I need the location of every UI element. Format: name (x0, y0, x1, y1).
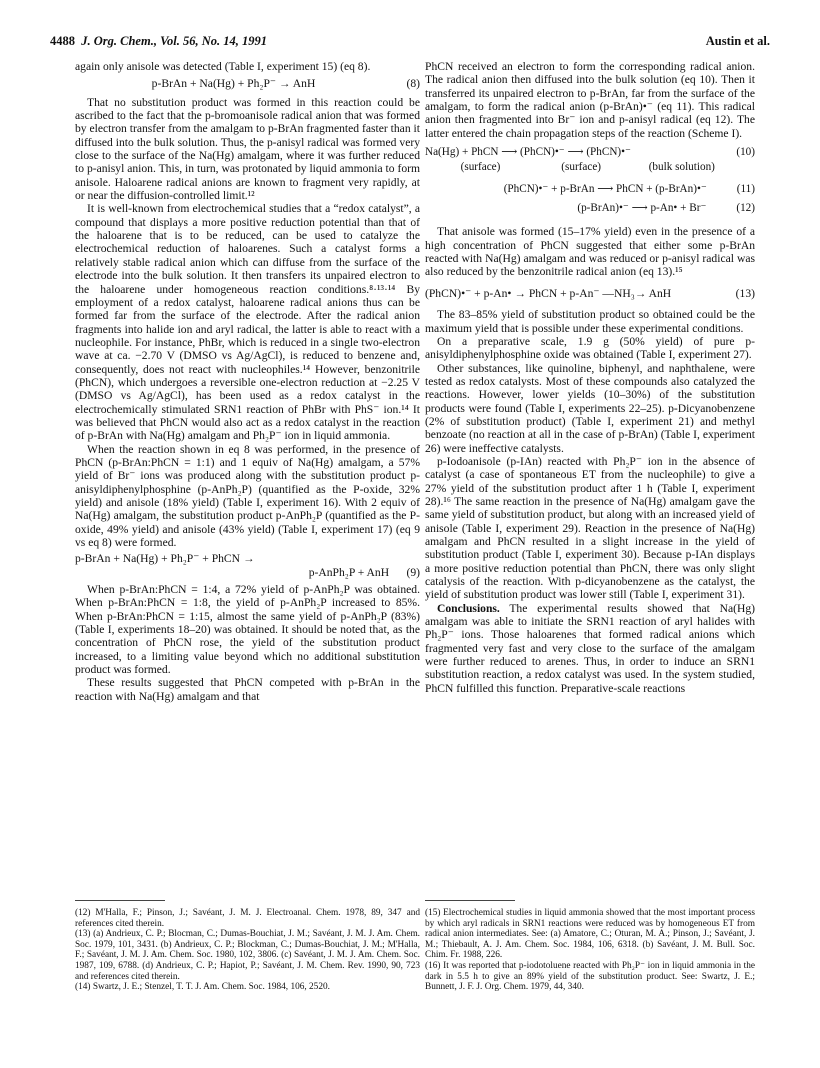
paragraph-text: The experimental results showed that Na(Hg) amalgam was able to initiate the SRN1 reaction of aryl halides with Ph₂P⁻ ions. Those haloarenes that formed radical anions which fragmented very fast and very close to the surface of the amalgam were further reduced to arenes. Thus, in order to induce an SRN1 substitution reaction, a redox catalyst was used. In the system studied, PhCN fulfilled this function. Preparative-scale reactions (425, 601, 755, 695)
label-surface: (surface) (460, 161, 501, 174)
footnotes-right (425, 908, 755, 993)
equation-text: p-BrAn + Na(Hg) + Ph₂P⁻ → AnH (151, 77, 316, 91)
equation-text: (PhCN)•⁻ + p-An• → PhCN + p-An⁻ —NH₃→ AnH (425, 286, 672, 300)
header-authors: Austin et al. (705, 34, 770, 48)
equation-8 (75, 77, 420, 90)
paragraph: p-Iodoanisole (p-IAn) reacted with Ph₂P⁻ ion in the absence of catalyst (a case of spontaneous ET from the nucleophile) to give a 27% yield of the substitution product after 1 h (Table I, experiment 28).¹⁶ The same reaction in the presence of Na(Hg) amalgam gave the same yield of substitution product, but along with an increased yield of anisole (Table I, experiment 29). Reaction in the presence of Na(Hg) amalgam and PhCN resulted in a slight increase in the yield of substitution product (Table I, experiment 30). Because p-IAn displays a more positive reduction potential than PhCN, there was only slight catalysis of the reaction. With p-dicyanobenzene as the catalyst, the yield of substitution product was lower still (Table I, experiment 31). (425, 454, 755, 602)
label-surface: (surface) (561, 161, 602, 174)
footnote: (12) M'Halla, F.; Pinson, J.; Savéant, J. M. J. Electroanal. Chem. 1978, 89, 347 and references cited therein. (75, 908, 420, 929)
paragraph: again only anisole was detected (Table I, experiment 15) (eq 8). (75, 60, 371, 73)
paragraph: PhCN received an electron to form the corresponding radical anion. The radical anion then diffused into the bulk solution (eq 10). Then it transferred its unpaired electron to p-BrAn, far from the surface of the amalgam, to form the radical anion (p-BrAn)•⁻ (eq 11). This radical anion then fragmented into Br⁻ ion and p-anisyl radical (eq 12). The latter entered the chain propagation steps of the reaction (Scheme I). (425, 60, 755, 140)
equation-text: (p-BrAn)•⁻ ⟶ p-An• + Br⁻ (577, 202, 707, 215)
paragraph: It is well-known from electrochemical studies that a “redox catalyst”, a compound that displays a more positive reduction potential than that of the haloarene that is to be reduced, can be used to catalyze the electrochemical reduction of haloarenes. Such a catalyst forms a relatively stable radical anion which can diffuse from the surface of the electrode into the bulk solution. It then transfers its unpaired electron to the haloarene under homogeneous reaction conditions.⁸·¹³·¹⁴ By employment of a redox catalyst, haloarene radical anions thus can be formed far from the surface of the electrode. After the radical anion fragments into halide ion and aryl radical, the latter is able to react with a nucleophile. For instance, PhBr, which is reduced in a single two-electron wave at ca. −2.70 V (DMSO vs Ag/AgCl), is reduced to benzene and, consequently, does not react with nucleophiles.¹⁴ However, benzonitrile (PhCN), which undergoes a reversible one-electron reduction at −2.25 V (DMSO vs Ag/AgCl), has been used as a redox catalyst in the electrochemically stimulated SRN1 reaction of PhBr with PhS⁻ ion.¹⁴ It was believed that PhCN would also act as a redox catalyst in the reaction of p-BrAn with Na(Hg) amalgam and Ph₂P⁻ ion in liquid ammonia. (75, 202, 420, 443)
paragraph: On a preparative scale, 1.9 g (50% yield) of pure p-anisyldiphenylphosphine oxide was obtained (Table I, experiment 27). (425, 334, 755, 362)
equation-number: (10) (736, 146, 755, 159)
right-column (425, 60, 755, 695)
label-bulk-solution: (bulk solution) (648, 161, 715, 174)
footnote: (15) Electrochemical studies in liquid ammonia showed that the most important process by which aryl radicals in SRN1 reactions were reduced was by homogeneous ET from radical anion intermediates. See: (a) Amatore, C.; Oturan, M. A.; Pinson, J.; Savéant, J. M.; Thiebault, A. J. Am. Chem. Soc. 1984, 106, 6318. (b) Savéant, J. M. Bull. Soc. Chim. Fr. 1988, 226. (425, 908, 755, 961)
footnote-rule (75, 900, 165, 901)
section-heading: Conclusions. (437, 601, 500, 615)
left-column (75, 60, 420, 703)
equations-10-12 (425, 146, 755, 215)
paragraph: When p-BrAn:PhCN = 1:4, a 72% yield of p-AnPh₂P was obtained. When p-BrAn:PhCN = 1:8, the yield of p-AnPh₂P increased to 85%. When p-BrAn:PhCN = 1:15, almost the same yield of p-AnPh₂P (83%) (Table I, experiments 18–20) was obtained. It should be noted that, as the concentration of PhCN rose, the yield of the substitution product increased, to a limiting value beyond which no additional substitution product was formed. (75, 583, 420, 677)
equation-13 (425, 287, 755, 300)
equation-number: (9) (406, 565, 420, 579)
paragraph: When the reaction shown in eq 8 was performed, in the presence of PhCN (p-BrAn:PhCN = 1:1) and 1 equiv of Na(Hg) amalgam, a 57% yield of Br⁻ ions was produced along with the substitution product p-anisyldiphenylphosphine (p-AnPh₂P) (quantified as the P-oxide, 32% yield) and anisole (18% yield) (Table I, experiment 16). With 2 equiv of Na(Hg) amalgam, the substitution product p-AnPh₂P (quantified as the P-oxide, 49% yield) and anisole (43% yield) (Table I, experiment 17) (eq 9 vs eq 8) were formed. (75, 442, 420, 550)
equation-number: (8) (406, 77, 420, 91)
footnote: (13) (a) Andrieux, C. P.; Blocman, C.; Dumas-Bouchiat, J. M.; Savéant, J. M. J. Am. Chem. Soc. 1979, 101, 3431. (b) Andrieux, C. P.; Blockman, C.; Dumas-Bouchiat, J. M.; M'Halla, F.; Savéant, J. M. J. Am. Chem. Soc. 1980, 102, 3806. (c) Savéant, J. M. J. Am. Chem. Soc. 1987, 109, 6788. (d) Andrieux, C. P.; Hapiot, P.; Savéant, J. M. Chem. Rev. 1990, 90, 723 and references cited therein. (75, 929, 420, 982)
equation-text: p-BrAn + Na(Hg) + Ph₂P⁻ + PhCN → (75, 552, 255, 566)
page-number: 4488 (50, 34, 75, 48)
footnote: (16) It was reported that p-iodotoluene reacted with Ph₂P⁻ ion in liquid ammonia in the dark in 5.5 h to give an 89% yield of the substitution product. See: Swartz, J. E.; Bunnett, J. F. J. Org. Chem. 1979, 44, 340. (425, 960, 755, 993)
footnote-rule (425, 900, 515, 901)
equation-text: Na(Hg) + PhCN ⟶ (PhCN)•⁻ ⟶ (PhCN)•⁻ (425, 146, 631, 159)
paragraph: Other substances, like quinoline, biphenyl, and naphthalene, were tested as redox catalysts. Most of these compounds also catalyzed the reactions. However, lower yields (10–30%) of the substitution products were found (Table I, experiments 22–25). p-Dicyanobenzene (2% of substitution product) (Table I, experiment 21) and methyl benzoate (no reaction at all in the case of p-BrAn) (Table I, experiment 26) were ineffective catalysts. (425, 361, 755, 455)
footnotes-left (75, 908, 420, 993)
paragraph: That anisole was formed (15–17% yield) even in the presence of a high concentration of PhCN suggested that either some p-BrAn reacted with Na(Hg) amalgam and was reduced or p-anisyl radical was also reduced by the benzonitrile radical anion (eq 13).¹⁵ (425, 225, 755, 279)
equation-10-labels (425, 161, 755, 174)
equation-number: (12) (736, 202, 755, 215)
paragraph: That no substitution product was formed in this reaction could be ascribed to the fact that the p-bromoanisole radical anion that was formed by electron transfer from the amalgam to p-BrAn fragmented faster than it diffused into the bulk solution. Thus, the p-anisyl radical was formed very close to the surface of the Na(Hg) amalgam, where it was further reduced to p-anisyl anion. This, in turn, was protonated by liquid ammonia to form anisole. Haloarene radical anions are known to fragment very rapidly, at or near the diffusion-controlled limit.¹² (75, 95, 420, 203)
footnote: (14) Swartz, J. E.; Stenzel, T. T. J. Am. Chem. Soc. 1984, 106, 2520. (75, 982, 330, 993)
equation-number: (13) (735, 286, 755, 300)
equation-number: (11) (736, 182, 755, 195)
equation-text: p-AnPh₂P + AnH (308, 565, 390, 579)
paragraph (425, 602, 755, 695)
paragraph: The 83–85% yield of substitution product so obtained could be the maximum yield that is possible under these experimental conditions. (425, 308, 755, 335)
equation-9 (75, 552, 420, 579)
journal-citation: J. Org. Chem., Vol. 56, No. 14, 1991 (81, 34, 268, 48)
paragraph: These results suggested that PhCN competed with p-BrAn in the reaction with Na(Hg) amalgam and that (75, 676, 420, 703)
header-left (50, 34, 267, 49)
running-header (50, 34, 770, 52)
equation-text: (PhCN)•⁻ + p-BrAn ⟶ PhCN + (p-BrAn)•⁻ (503, 182, 707, 195)
